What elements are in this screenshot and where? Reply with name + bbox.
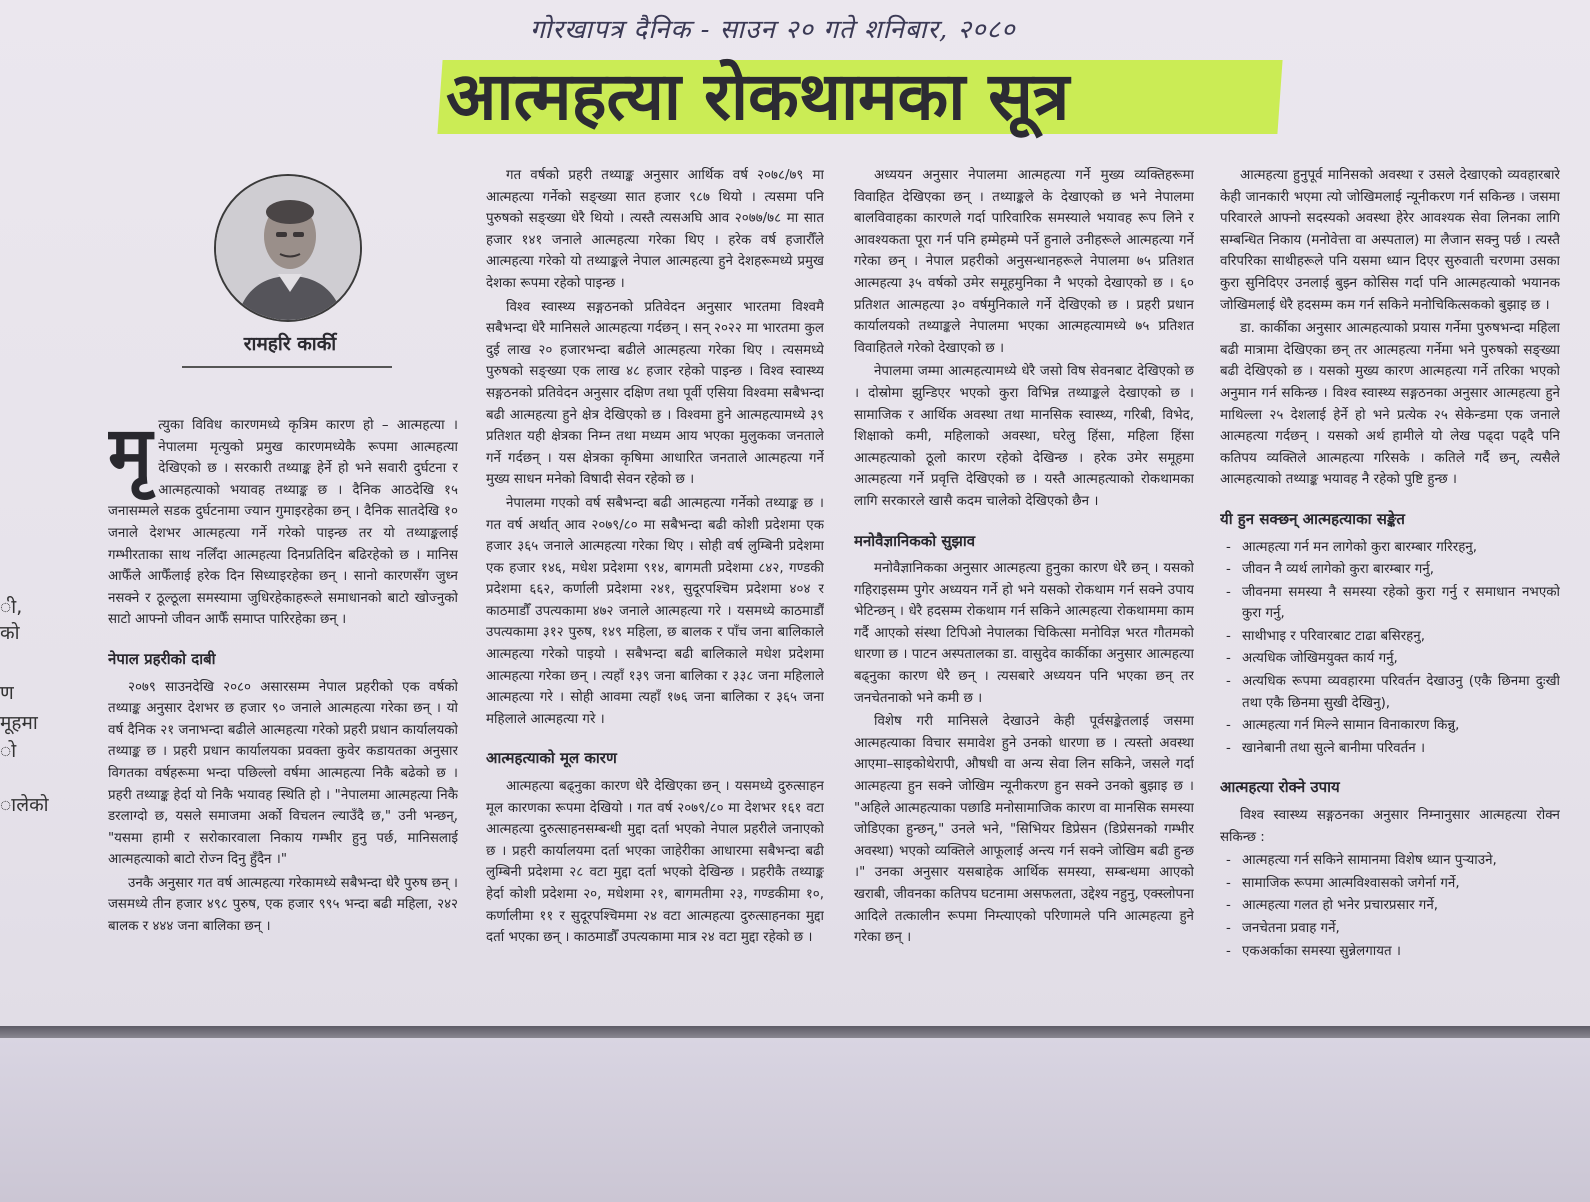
section-heading-signs: यी हुन सक्छन् आत्महत्याका सङ्केत	[1220, 509, 1405, 528]
paragraph: डा. कार्कीका अनुसार आत्महत्याको प्रयास गर्नेमा पुरुषभन्दा महिला बढी मात्रामा देखिएका छन् तर आत्महत्या गर्नेमा भने पुरुषको सङ्ख्या बढी देखिएको छ । यसको मुख्य कारण आत्महत्या गर्ने तरिका भएको अनुमान गर्न सकिन्छ । विश्व स्वास्थ्य सङ्गठनका अनुसार आत्महत्या हुने माथिल्ला २५ देशलाई हेर्ने हो भने प्रत्येक २५ सेकेन्डमा एक जनाले आत्महत्या गर्दछन् । यसको अर्थ हामीले यो लेख पढ्दा पढ्दै पनि कतिपय व्यक्तिले आत्महत्या गरिसके । कतिले गर्दै छन्, त्यसैले आत्महत्याको तथ्याङ्क भयावह नै रहेको पुष्टि हुन्छ ।	[1220, 321, 1560, 488]
paragraph: मनोवैज्ञानिकका अनुसार आत्महत्या हुनुका कारण धेरै छन् । यसको गहिराइसम्म पुगेर अध्ययन गर्ने हो भने यसको रोकथाम गर्न सक्ने उपाय भेटिन्छन् । धेरै हदसम्म रोकथाम गर्न सकिने आत्महत्या रोकथाममा काम गर्दै आएको संस्था टिपिओ नेपालका चिकित्सा मनोविज्ञ भरत गौतमको धारणा छ । पाटन अस्पतालका डा. वासुदेव कार्कीका अनुसार आत्महत्या बढ्नुका कारण धेरै छन् । त्यसबारे अध्ययन पनि भएका छन् तर जनचेतनाको भने कमी छ ।	[854, 561, 1194, 706]
paragraph: उनकै अनुसार गत वर्ष आत्महत्या गरेकामध्ये सबैभन्दा धेरै पुरुष छन् । जसमध्ये तीन हजार ४९८ पुरुष, एक हजार ९९५ भन्दा बढी महिला, २४२ बालक र ४४४ जना बालिका छन् ।	[108, 875, 458, 935]
author-divider	[182, 366, 392, 368]
paragraph: २०७९ साउनदेखि २०८० असारसम्म नेपाल प्रहरीको एक वर्षको तथ्याङ्क अनुसार देशभर छ हजार ९० जनाले आत्महत्या गरेका छन् । यो वर्ष दैनिक २१ जनाभन्दा बढीले आत्महत्या गरेको प्रहरी प्रधान कार्यालयको तथ्याङ्क छ । प्रहरी प्रधान कार्यालयका प्रवक्ता कुवेर कडायतका अनुसार विगतका वर्षहरूमा भन्दा पछिल्लो वर्षमा आत्महत्या निकै बढेको छ । प्रहरी तथ्याङ्क हेर्दा यो निकै भयावह स्थिति हो । "नेपालमा आत्महत्या निकै डरलाग्दो छ, यसले समाजमा अर्को विचलन ल्याउँदै छ," उनी भन्छन्, "यसमा हामी र सरोकारवाला निकाय गम्भीर हुनु पर्छ, मानिसलाई आत्महत्याको बाटो रोज्न दिनु हुँदैन ।"	[108, 679, 458, 868]
intro-paragraph: त्युका विविध कारणमध्ये कृत्रिम कारण हो – आत्महत्या । नेपालमा मृत्युको प्रमुख कारणमध्येकै रूपमा आत्महत्या देखिएको छ । सरकारी तथ्याङ्क हेर्ने हो भने सवारी दुर्घटना र आत्महत्याको भयावह तथ्याङ्क छ । दैनिक आठदेखि १५ जनासम्मले सडक दुर्घटनामा ज्यान गुमाइरहेका छन् । दैनिक सातदेखि १० जनाले देशभर आत्महत्या गर्ने गरेको पाइन्छ तर यो तथ्याङ्कलाई गम्भीरताका साथ नलिँदा आत्महत्या दिनप्रतिदिन बढिरहेको छ । मानिस आफैँले आफैँलाई हरेक दिन सिध्याइरहेका छन् । सानो कारणसँग जुध्न नसक्ने र ठूल्ठूला समस्यामा जुधिरहेकाहरूले समाधानको बाटो खोज्नुको साटो आफ्नो जीवन आफैँ समाप्त पारिरहेका छन् ।	[108, 418, 458, 628]
list-item: - अत्यधिक जोखिमयुक्त कार्य गर्नु,	[1220, 648, 1560, 670]
list-item: - अत्यधिक रूपमा व्यवहारमा परिवर्तन देखाउनु (एकै छिनमा दुःखी तथा एकै छिनमा सुखी देखिनु),	[1220, 671, 1560, 714]
author-portrait	[214, 174, 362, 322]
margin-fragment: ालेको	[0, 794, 49, 816]
list-item: - आत्महत्या गर्न मिल्ने सामान विनाकारण किन्नु,	[1220, 715, 1560, 737]
margin-fragment: ण	[0, 682, 14, 704]
paragraph: विश्व स्वास्थ्य सङ्गठनका अनुसार निम्नानुसार आत्महत्या रोक्न सकिन्छ :	[1220, 808, 1560, 845]
paragraph: नेपालमा गएको वर्ष सबैभन्दा बढी आत्महत्या गर्नेको तथ्याङ्क छ । गत वर्ष अर्थात् आव २०७९/८० मा सबैभन्दा बढी कोशी प्रदेशमा एक हजार ३६५ जनाले आत्महत्या गरेका थिए । सोही वर्ष लुम्बिनी प्रदेशमा एक हजार १४६, मधेश प्रदेशमा ९१४, बागमती प्रदेशमा ८४२, गण्डकी प्रदेशमा ६६२, कर्णाली प्रदेशमा २४१, सुदूरपश्चिम प्रदेशमा ४०४ र काठमाडौँ उपत्यकामा ४७२ जनाले आत्महत्या गरे । यसमध्ये काठमाडौँ उपत्यकामा ३१२ पुरुष, १४९ महिला, छ बालक र पाँच जना बालिकाले आत्महत्या गरेको पाइयो । सबैभन्दा बढी बालिकाले मधेश प्रदेशमा आत्महत्या गरेका छन् । त्यहाँ १३९ जना बालिका र ३३८ जना महिलाले आत्महत्या गरे । सोही आवमा त्यहाँ १७६ जना बालिका र ३६५ जना महिलाले आत्महत्या गरे ।	[486, 495, 824, 727]
page-bottom-rule	[0, 1026, 1590, 1038]
article-column-1	[108, 415, 458, 1015]
list-item: - आत्महत्या गलत हो भनेर प्रचारप्रसार गर्ने,	[1220, 895, 1560, 917]
handwritten-source-note: गोरखापत्र दैनिक - साउन २० गते शनिबार, २०८०	[530, 15, 1016, 45]
list-item: - साथीभाइ र परिवारबाट टाढा बसिरहनु,	[1220, 626, 1560, 648]
paragraph: विशेष गरी मानिसले देखाउने केही पूर्वसङ्केतलाई जसमा आत्महत्याका विचार समावेश हुने उनको धारणा छ । त्यस्तो अवस्था आएमा–साइकोथेरापी, औषधी वा अन्य सेवा लिन सकिने, जसले गर्दा आत्महत्या हुन सक्ने जोखिम न्यूनीकरण हुन सक्ने उनको बुझाइ छ । "अहिले आत्महत्याका पछाडि मनोसामाजिक कारण वा मानसिक समस्या जोडिएका हुन्छन्," उनले भने, "सिभियर डिप्रेसन (डिप्रेसनको गम्भीर अवस्था) भएको व्यक्तिले आफूलाई अन्त्य गर्न सक्ने जोखिम बढी हुन्छ ।" उनका अनुसार यसबाहेक आर्थिक समस्या, सम्बन्धमा आएको खराबी, जीवनका कतिपय घटनामा असफलता, उद्देश्य नहुनु, एक्स्लोपना आदिले तत्कालीन रूपमा निम्त्याएको परिणामले पनि आत्महत्या हुने गरेका छन् ।	[854, 714, 1194, 946]
author-name: रामहरि कार्की	[243, 333, 337, 355]
list-item: - जीवनमा समस्या नै समस्या रहेको कुरा गर्नु र समाधान नभएको कुरा गर्नु,	[1220, 582, 1560, 625]
paragraph: नेपालमा जम्मा आत्महत्यामध्ये धेरै जसो विष सेवनबाट देखिएको छ । दोस्रोमा झुन्डिएर भएको कुरा विभिन्न तथ्याङ्कले देखाएको छ । सामाजिक र आर्थिक अवस्था तथा मानसिक स्वास्थ्य, गरिबी, विभेद, शिक्षाको कमी, महिलाको अवस्था, घरेलु हिंसा, महिला हिंसा आत्महत्याको ठूलो कारण रहेको देखिन्छ । हरेक उमेर समूहमा आत्महत्या गर्ने प्रवृत्ति देखिएको छ । यस्तै आत्महत्याको रोकथामका लागि सरकारले खासै कदम चालेको देखिएको छैन ।	[854, 364, 1194, 509]
paragraph: गत वर्षको प्रहरी तथ्याङ्क अनुसार आर्थिक वर्ष २०७८/७९ मा आत्महत्या गर्नेको सङ्ख्या सात हजार ९८७ थियो । त्यसमा पनि पुरुषको सङ्ख्या धेरै थियो । त्यस्तै त्यसअघि आव २०७७/७८ मा सात हजार १४१ जनाले आत्महत्या गरेका थिए । हरेक वर्ष हजारौँले आत्महत्या गरेको यो तथ्याङ्कले नेपाल आत्महत्या हुने देशहरूमध्ये प्रमुख देशका रूपमा रहेको पाइन्छ ।	[486, 168, 824, 291]
article-column-3	[854, 165, 1194, 1015]
headline-block	[440, 56, 1290, 138]
drop-cap: मृ	[108, 415, 153, 497]
article-column-4	[1220, 165, 1560, 1015]
list-item: - सामाजिक रूपमा आत्मविश्वासको जगेर्ना गर्ने,	[1220, 873, 1560, 895]
author-block	[110, 170, 470, 390]
section-heading-prevention: आत्महत्या रोक्ने उपाय	[1220, 778, 1340, 797]
section-heading-police: नेपाल प्रहरीको दाबी	[108, 649, 216, 668]
page-bottom-margin	[0, 1038, 1590, 1202]
list-item: - खानेबानी तथा सुत्ने बानीमा परिवर्तन ।	[1220, 738, 1560, 760]
list-item: - आत्महत्या गर्न मन लागेको कुरा बारम्बार गरिरहनु,	[1220, 537, 1560, 559]
margin-fragment: ो	[0, 740, 17, 762]
article-column-2	[486, 165, 824, 1015]
paragraph: विश्व स्वास्थ्य सङ्गठनको प्रतिवेदन अनुसार भारतमा विश्वमै सबैभन्दा धेरै मानिसले आत्महत्या गर्दछन् । सन् २०२२ मा भारतमा कुल दुई लाख २० हजारभन्दा बढीले आत्महत्या गरेका थिए । त्यसमध्ये पुरुषको सङ्ख्या एक लाख ४८ हजार रहेको पाइन्छ । विश्व स्वास्थ्य सङ्गठनको प्रतिवेदन अनुसार दक्षिण तथा पूर्वी एसिया विश्वमा सबैभन्दा बढी आत्महत्या हुने क्षेत्र देखिएको छ । विश्वमा हुने आत्महत्यामध्ये ३९ प्रतिशत यही क्षेत्रका निम्न तथा मध्यम आय भएका मुलुकका जनताले गर्ने गर्दछन् । यस क्षेत्रका कृषिमा आधारित जनताले आत्महत्या गर्ने मुख्य साधन मनेको विषादी सेवन रहेको छ ।	[486, 299, 824, 488]
margin-fragment: ी,	[0, 596, 23, 618]
paragraph: आत्महत्या बढ्नुका कारण धेरै देखिएका छन् । यसमध्ये दुरुत्साहन मूल कारणका रूपमा देखियो । गत वर्ष २०७९/८० मा देशभर १६१ वटा आत्महत्या दुरुत्साहनसम्बन्धी मुद्दा दर्ता भएको नेपाल प्रहरीले जनाएको छ । प्रहरी कार्यालयमा दर्ता भएका जाहेरीका आधारमा सबैभन्दा बढी लुम्बिनी प्रदेशमा २८ वटा मुद्दा दर्ता भएको देखिन्छ । प्रहरीकै तथ्याङ्क हेर्दा कोशी प्रदेशमा २०, मधेशमा २१, बागमतीमा २३, गण्डकीमा १०, कर्णालीमा ११ र सुदूरपश्चिममा २४ वटा आत्महत्या दुरुत्साहनका मुद्दा दर्ता भएका छन् । काठमाडौँ उपत्यकामा मात्र २४ वटा मुद्दा रहेको छ ।	[486, 779, 824, 946]
list-item: - जीवन नै व्यर्थ लागेको कुरा बारम्बार गर्नु,	[1220, 559, 1560, 581]
margin-fragment: को	[0, 622, 20, 644]
list-item: - आत्महत्या गर्न सकिने सामानमा विशेष ध्यान पुऱ्याउने,	[1220, 850, 1560, 872]
headline: आत्महत्या रोकथामका सूत्र	[446, 58, 1070, 135]
paragraph: आत्महत्या हुनुपूर्व मानिसको अवस्था र उसले देखाएको व्यवहारबारे केही जानकारी भएमा त्यो जोखिमलाई न्यूनीकरण गर्न सकिन्छ । जसमा परिवारले आफ्नो सदस्यको अवस्था हेरेर आवश्यक सेवा लिनका लागि सम्बन्धित निकाय (मनोवेत्ता वा अस्पताल) मा लैजान सक्नु पर्छ । त्यस्तै वरिपरिका साथीहरूले पनि यसमा ध्यान दिएर सुरुवाती चरणमा उसका कुरा सुनिदिएर उनलाई बुझ्न कोसिस गर्दा पनि आत्महत्याको भयानक जोखिमलाई धेरै हदसम्म कम गर्न सकिने मनोचिकित्सकको बुझाइ छ ।	[1220, 168, 1560, 313]
warning-signs-list	[1220, 537, 1560, 760]
author-portrait-image	[216, 176, 362, 322]
list-item: - जनचेतना प्रवाह गर्ने,	[1220, 918, 1560, 940]
section-heading-psychologist: मनोवैज्ञानिकको सुझाव	[854, 531, 976, 550]
section-heading-cause: आत्महत्याको मूल कारण	[486, 749, 617, 768]
paragraph: अध्ययन अनुसार नेपालमा आत्महत्या गर्ने मुख्य व्यक्तिहरूमा विवाहित देखिएका छन् । तथ्याङ्कले के देखाएको छ भने नेपालमा बालविवाहका कारणले गर्दा पारिवारिक समस्याले भयावह रूप लिने र आवश्यकता पूरा गर्न पनि हम्मेहम्मे पर्ने हुनाले उनीहरूले आत्महत्या गर्ने गरेका छन् । नेपाल प्रहरीको अनुसन्धानहरूले नेपालमा ७५ प्रतिशत आत्महत्या ३५ वर्षको उमेर समूहमुनिका नै भएको देखाएको छ । ६० प्रतिशत आत्महत्या ३० वर्षमुनिकाले गर्ने देखिएको छ । प्रहरी प्रधान कार्यालयको तथ्याङ्कले नेपालमा भएका आत्महत्यामध्ये ७५ प्रतिशत विवाहितले गरेको देखाएको छ ।	[854, 168, 1194, 356]
prevention-list	[1220, 850, 1560, 962]
margin-fragment: मूहमा	[0, 712, 38, 734]
list-item: - एकअर्काका समस्या सुन्नेलगायत ।	[1220, 941, 1560, 963]
